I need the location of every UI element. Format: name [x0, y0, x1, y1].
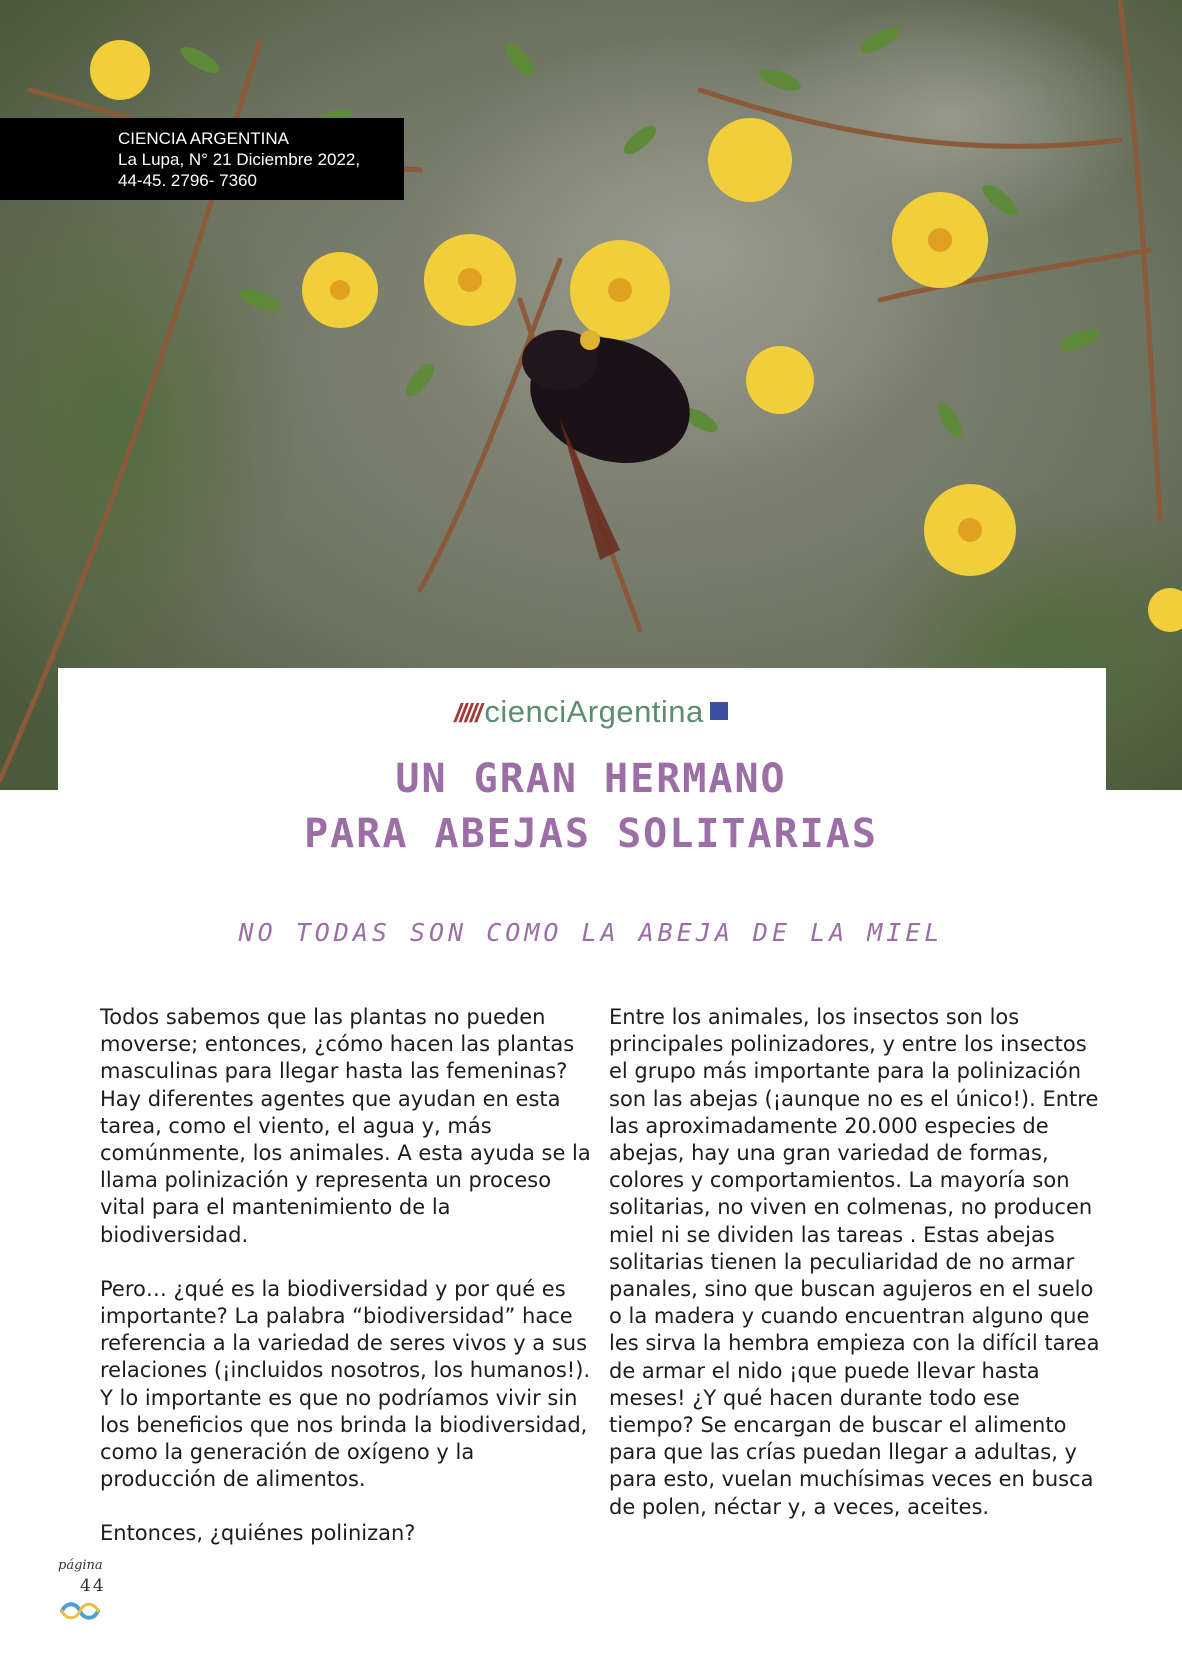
title-line-1: UN GRAN HERMANO [395, 756, 787, 802]
right-column [609, 1004, 1104, 1548]
article-title [0, 752, 1182, 862]
paragraph: Entre los animales, los insectos son los principales polinizadores, y entre los insectos el grupo más importante para la polinización son las abejas (¡aunque no es el único!). Entre las aproximadamente 20.000 especies de abejas, hay una gran variedad de formas, colores y comportamientos. La mayoría son solitarias, no viven en colmenas, no producen miel ni se dividen las tareas . Estas abejas solitarias tienen la peculiaridad de no armar panales, sino que buscan agujeros en el suelo o la madera y cuando encuentran alguno que les sirva la hembra empieza con la difícil tarea de armar el nido ¡que puede llevar hasta meses! ¿Y qué hacen durante todo ese tiempo? Se encargan de buscar el alimento para que las crías puedan llegar a adultas, y para esto, vuelan muchísimas veces en busca de polen, néctar y, a veces, aceites. [609, 1005, 1100, 1519]
paragraph: Todos sabemos que las plantas no pueden moverse; entonces, ¿cómo hacen las plantas masculinas para llegar hasta las femeninas? Hay diferentes agentes que ayudan en esta tarea, como el viento, el agua y, más comúnmente, los animales. A esta ayuda se la llama polinización y representa un proceso vital para el mantenimiento de la biodiversidad. [100, 1005, 591, 1247]
title-line-2: PARA ABEJAS SOLITARIAS [304, 811, 878, 857]
citation-publication: CIENCIA ARGENTINA [118, 129, 289, 148]
citation-pages-issn: 44-45. 2796- 7360 [118, 171, 257, 190]
article-subtitle: NO TODAS SON COMO LA ABEJA DE LA MIEL [238, 918, 944, 947]
paragraph: Entonces, ¿quiénes polinizan? [100, 1521, 416, 1546]
logo-text: cienciArgentina [484, 694, 704, 729]
infinity-logo-icon [58, 1600, 102, 1626]
left-column [100, 1004, 595, 1575]
paragraph: Pero… ¿qué es la biodiversidad y por qué es importante? La palabra “biodiversidad” hace referencia a la variedad de seres vivos y a sus relaciones (¡incluidos nosotros, los humanos!). Y lo importante es que no podríamos vivir sin los beneficios que nos brinda la biodiversidad, como la generación de oxígeno y la producción de alimentos. [100, 1276, 591, 1492]
citation-issue: La Lupa, N° 21 Diciembre 2022, [118, 150, 361, 169]
page-label: página [58, 1558, 103, 1573]
logo-stripes: ///// [454, 698, 481, 728]
logo-square-icon [710, 702, 728, 720]
ciencia-argentina-logo [0, 694, 1182, 730]
page-number: 44 [80, 1576, 106, 1596]
citation-box [0, 118, 404, 200]
